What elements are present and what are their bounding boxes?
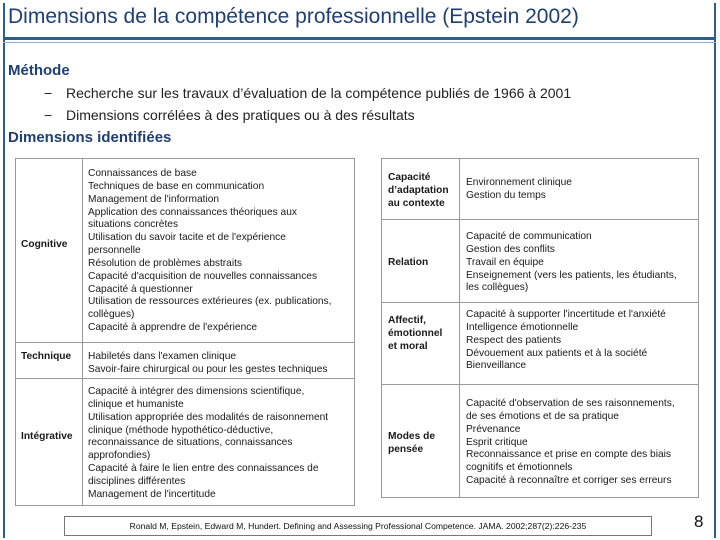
dimension-items-technique xyxy=(88,351,328,377)
reference-citation: Ronald M, Epstein, Edward M, Hundert. Defining and Assessing Professional Competence. JAMA. 2002;287(2):226-235 xyxy=(64,516,652,536)
right-table-divider xyxy=(459,158,460,498)
dimension-items-relation xyxy=(466,231,677,295)
dimension-item: Utilisation appropriée des modalités de raisonnement xyxy=(88,411,329,423)
dimension-item: Capacité à intégrer des dimensions scientifique, xyxy=(88,386,305,397)
dimension-item: Bienveillance xyxy=(466,360,527,372)
dimension-item: Prévenance xyxy=(466,423,521,435)
methode-item xyxy=(44,85,571,101)
slide-title: Dimensions de la compétence professionnelle (Epstein 2002) xyxy=(8,5,579,28)
dimension-item: les collègues) xyxy=(466,282,529,294)
dimension-item: Reconnaissance et prise en compte des biais xyxy=(466,449,671,461)
label-line: pensée xyxy=(388,443,424,455)
dimension-item: reconnaissance de situations, connaissances xyxy=(88,437,293,449)
label-line: Relation xyxy=(388,257,429,268)
dimension-item: clinique (méthode hypothético-déductive, xyxy=(88,424,274,436)
methode-item-text: Recherche sur les travaux d’évaluation de la compétence publiés de 1966 à 2001 xyxy=(66,85,572,101)
dimension-item: Connaissances de base xyxy=(88,168,197,179)
dimension-item: Capacité à reconnaître et corriger ses erreurs xyxy=(466,475,672,487)
dimension-item: Respect des patients xyxy=(466,334,562,346)
dimension-items-integrative xyxy=(88,386,328,502)
dimension-label-integrative: Intégrative xyxy=(21,431,73,442)
dimension-item: Capacité à apprendre de l'expérience xyxy=(88,322,258,334)
dimension-items-affectif xyxy=(466,309,666,373)
dimension-label-cognitive: Cognitive xyxy=(21,239,68,250)
dimension-item: Capacité d'acquisition de nouvelles connaissances xyxy=(88,270,318,282)
dimension-item: Enseignement (vers les patients, les étudiants, xyxy=(466,269,677,281)
dimension-item: Techniques de base en communication xyxy=(88,180,265,192)
dimension-items-cognitive xyxy=(88,168,331,335)
dimensions-heading: Dimensions identifiées xyxy=(8,129,172,146)
label-line: et moral xyxy=(388,340,428,352)
label-line: d’adaptation xyxy=(388,184,449,196)
dimension-item: collègues) xyxy=(88,309,135,321)
dimension-item: Travail en équipe xyxy=(466,256,544,268)
dimension-item: clinique et humaniste xyxy=(88,398,184,410)
methode-item-text: Dimensions corrélées à des pratiques ou à des résultats xyxy=(66,107,415,123)
dimension-item: de ses émotions et de sa pratique xyxy=(466,410,619,422)
dimension-item: Habiletés dans l'examen clinique xyxy=(88,351,237,362)
dimension-item: Utilisation du savoir tacite et de l'expérience xyxy=(88,232,286,244)
dimension-item: Management de l'incertitude xyxy=(88,488,216,500)
dimension-label-pensee xyxy=(388,431,435,457)
dimension-item: Gestion des conflits xyxy=(466,243,555,255)
right-table-row-divider xyxy=(381,384,699,385)
dimension-item: Gestion du temps xyxy=(466,189,546,201)
dimension-item: Intelligence émotionnelle xyxy=(466,321,579,333)
dimension-item: approfondies) xyxy=(88,450,151,462)
dimension-item: disciplines différentes xyxy=(88,475,186,487)
dimension-label-technique: Technique xyxy=(21,351,72,362)
label-line: Capacité xyxy=(388,172,431,183)
dimension-item: situations concrètes xyxy=(88,219,179,231)
dimension-items-pensee xyxy=(466,398,675,488)
dimension-item: Capacité de communication xyxy=(466,231,592,242)
left-table-divider xyxy=(82,158,83,506)
dimension-item: personnelle xyxy=(88,245,141,257)
dimension-item: Capacité à faire le lien entre des connaissances de xyxy=(88,463,319,475)
dash-bullet: − xyxy=(44,107,53,123)
title-rule-thin xyxy=(3,42,716,43)
dimension-item: Capacité d'observation de ses raisonnements, xyxy=(466,398,675,409)
dimension-item: Résolution de problèmes abstraits xyxy=(88,257,243,269)
dash-bullet: − xyxy=(44,85,53,101)
dimension-item: Application des connaissances théoriques aux xyxy=(88,206,297,218)
dimension-item: Environnement clinique xyxy=(466,177,572,188)
dimension-item: Dévouement aux patients et à la société xyxy=(466,347,648,359)
dimension-label-adaptation xyxy=(388,172,449,211)
dimension-items-adaptation xyxy=(466,177,572,203)
dimension-label-affectif xyxy=(388,315,442,354)
methode-item xyxy=(44,107,415,123)
dimension-item: Utilisation de ressources extérieures (ex. publications, xyxy=(88,296,332,308)
left-table-row-divider xyxy=(15,378,355,379)
title-rule xyxy=(3,37,716,40)
dimension-item: Esprit critique xyxy=(466,436,528,448)
left-table-row-divider xyxy=(15,342,355,343)
label-line: Affectif, xyxy=(388,315,426,326)
dimension-item: cognitifs et émotionnels xyxy=(466,462,573,474)
dimension-item: Capacité à supporter l'incertitude et l'anxiété xyxy=(466,309,666,320)
label-line: au contexte xyxy=(388,197,445,209)
dimension-item: Savoir-faire chirurgical ou pour les gestes techniques xyxy=(88,363,328,375)
page-number: 8 xyxy=(694,512,704,531)
title-bar xyxy=(0,0,720,40)
dimension-item: Management de l'information xyxy=(88,193,220,205)
right-table-row-divider xyxy=(381,302,699,303)
label-line: émotionnel xyxy=(388,327,443,339)
methode-heading: Méthode xyxy=(8,62,70,79)
dimension-label-relation xyxy=(388,257,428,270)
dimension-item: Capacité à questionner xyxy=(88,283,193,295)
right-table-row-divider xyxy=(381,219,699,220)
label-line: Modes de xyxy=(388,431,435,442)
